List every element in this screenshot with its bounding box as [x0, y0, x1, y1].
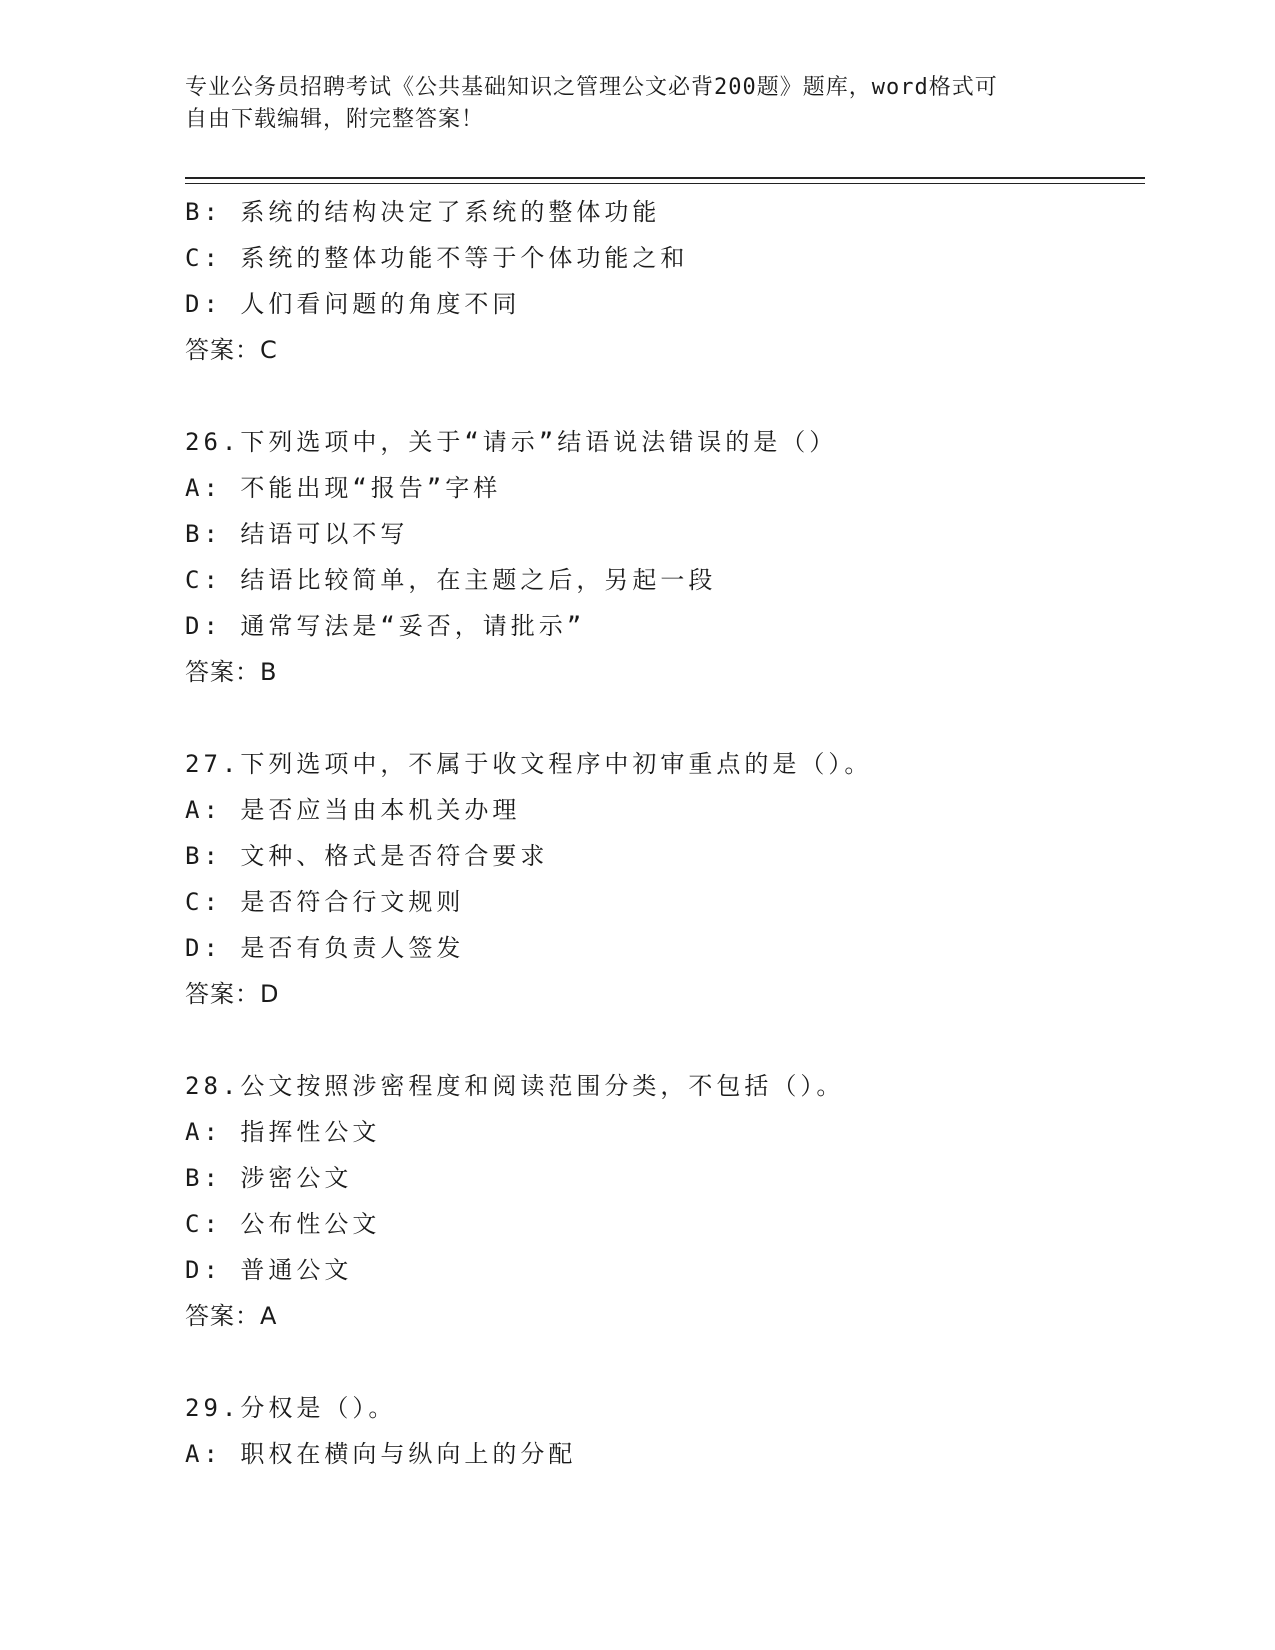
question-block-29: [185, 1385, 1125, 1477]
question-stem: 27.下列选项中，不属于收文程序中初审重点的是（）。: [185, 750, 873, 778]
option-b: B: 涉密公文: [185, 1164, 353, 1192]
answer-line: 答案：B: [185, 658, 278, 686]
header-divider-thick: [185, 177, 1145, 179]
question-stem: 26.下列选项中，关于“请示”结语说法错误的是（）: [185, 428, 838, 456]
option-c: C: 是否符合行文规则: [185, 888, 465, 916]
question-stem: 28.公文按照涉密程度和阅读范围分类，不包括（）。: [185, 1072, 845, 1100]
option-a: A: 职权在横向与纵向上的分配: [185, 1440, 577, 1468]
option-c: C: 系统的整体功能不等于个体功能之和: [185, 244, 689, 272]
question-block-continued: [185, 189, 1125, 373]
option-d: D: 是否有负责人签发: [185, 934, 465, 962]
spacer: [185, 1017, 1125, 1063]
option-c: C: 公布性公文: [185, 1210, 381, 1238]
option-a: A: 是否应当由本机关办理: [185, 796, 521, 824]
header-line-1: 专业公务员招聘考试《公共基础知识之管理公文必背200题》题库，word格式可: [185, 75, 998, 100]
option-b: B: 系统的结构决定了系统的整体功能: [185, 198, 661, 226]
option-a: A: 指挥性公文: [185, 1118, 381, 1146]
question-stem: 29.分权是（）。: [185, 1394, 397, 1422]
option-b: B: 文种、格式是否符合要求: [185, 842, 549, 870]
option-d: D: 普通公文: [185, 1256, 353, 1284]
question-block-26: [185, 419, 1125, 695]
spacer: [185, 1339, 1125, 1385]
header-line-2: 自由下载编辑，附完整答案！: [185, 107, 485, 132]
document-header: [185, 72, 1085, 136]
option-d: D: 人们看问题的角度不同: [185, 290, 521, 318]
answer-line: 答案：D: [185, 980, 280, 1008]
option-c: C: 结语比较简单，在主题之后，另起一段: [185, 566, 717, 594]
spacer: [185, 373, 1125, 419]
question-block-28: [185, 1063, 1125, 1339]
answer-line: 答案：C: [185, 336, 278, 364]
question-block-27: [185, 741, 1125, 1017]
option-b: B: 结语可以不写: [185, 520, 409, 548]
answer-line: 答案：A: [185, 1302, 278, 1330]
header-divider-thin: [185, 183, 1145, 184]
option-a: A: 不能出现“报告”字样: [185, 474, 502, 502]
spacer: [185, 695, 1125, 741]
question-list: [185, 189, 1125, 1477]
option-d: D: 通常写法是“妥否，请批示”: [185, 612, 586, 640]
